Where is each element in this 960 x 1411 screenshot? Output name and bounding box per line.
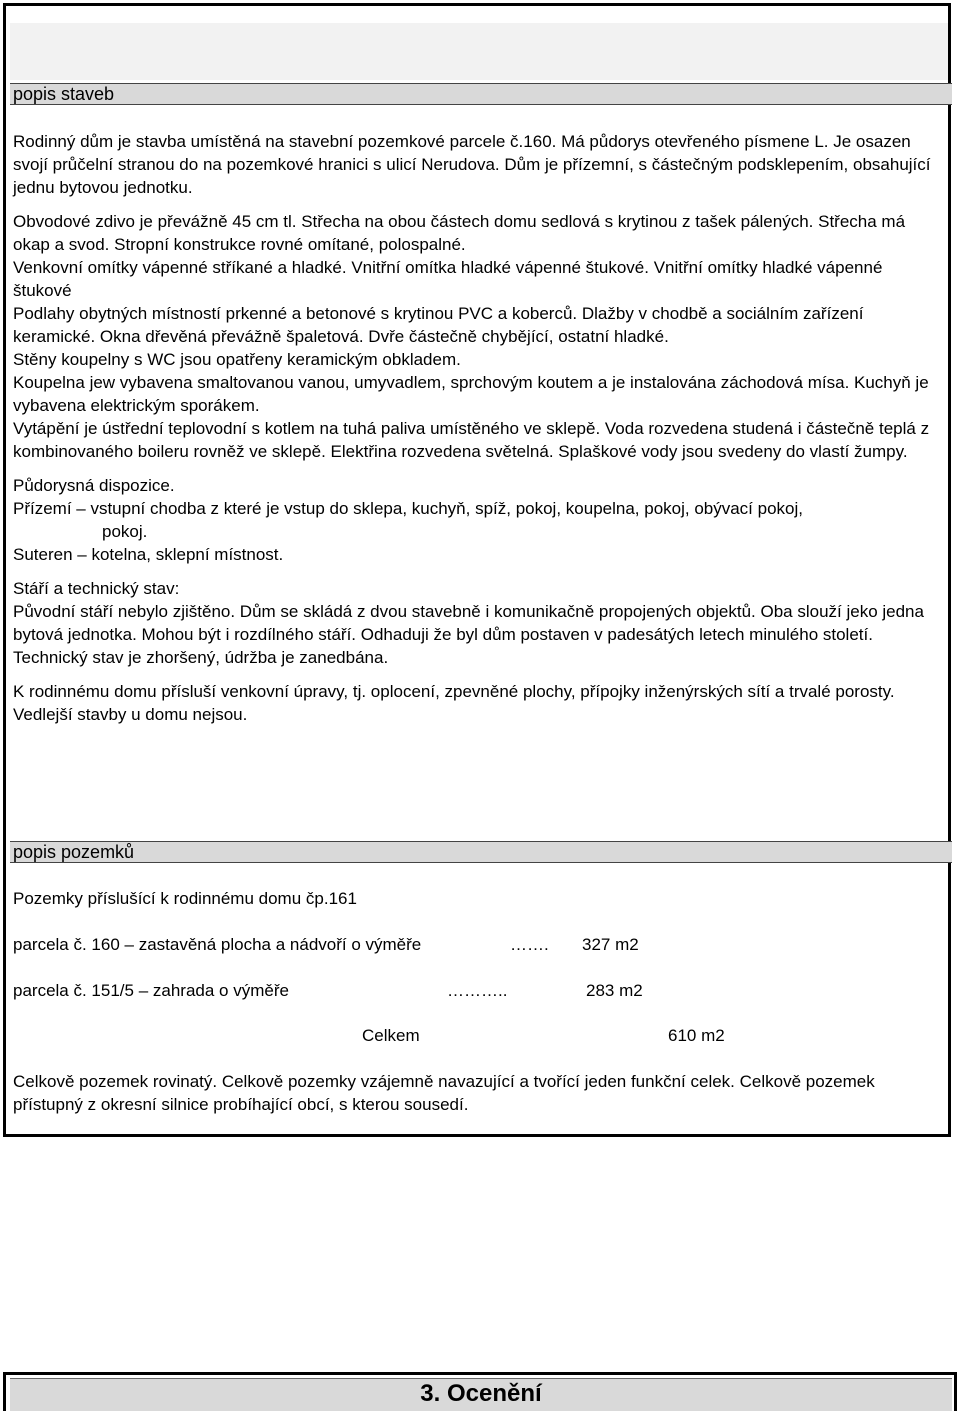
technical-state: Technický stav je zhoršený, údržba je zanedbána.: [13, 648, 389, 667]
parcel-row-label: parcela č. 160 – zastavěná plocha a nádvoří o výměře: [13, 935, 422, 954]
bathroom-walls-paragraph: Stěny koupelny s WC jsou opatřeny keramickým obkladem.: [13, 350, 461, 369]
construction-paragraph: Obvodové zdivo je převážně 45 cm tl. Střecha na obou částech domu sedlová s krytinou z tašek pálených. Střecha má okap a svod. Stropní konstrukce rovné omítané, polospalné.: [13, 212, 906, 254]
land-summary: Celkově pozemek rovinatý. Celkově pozemky vzájemně navazující a tvořící jeden funkční celek. Celkově pozemek přístupný z okresní silnice probíhající obcí, s kterou sousedí.: [13, 1072, 875, 1114]
top-blank-row: [10, 23, 948, 80]
parcel-row-dots: ………..: [447, 981, 508, 1000]
layout-ground-floor: Přízemí – vstupní chodba z které je vstup do sklepa, kuchyň, spíž, pokoj, koupelna, pokoj, obývací pokoj,: [13, 499, 803, 518]
section-header-land: popis pozemků: [10, 841, 952, 863]
accessories-paragraph: K rodinnému domu přísluší venkovní úpravy, tj. oplocení, zpevněné plochy, přípojky inženýrských sítí a trvalé porosty. Vedlejší stavby u domu nejsou.: [13, 682, 895, 724]
heating-paragraph: Vytápění je ústřední teplovodní s kotlem na tuhá paliva umístěného ve sklepě. Voda rozvedena studená i částečně teplá z kombinovaného boileru rovněž ve sklepě. Elektřina rozvedena světelná. Splaškové vody jsou svedeny do vlastí žumpy.: [13, 419, 930, 461]
parcel-row-area: 283 m2: [586, 981, 643, 1000]
age-paragraph: Původní stáří nebylo zjištěno. Dům se skládá z dvou stavebně i komunikačně propojených objektů. Oba slouží jeko jedna bytová jednotka. Mohou být i rozdílného stáří. Odhaduji že byl dům postaven v padesátých letech minulého století.: [13, 602, 924, 644]
floors-paragraph: Podlahy obytných místností prkenné a betonové s krytinou PVC a koberců. Dlažby v chodbě a sociálním zařízení keramické. Okna dřevěná převážně špaletová. Dvře částečně chybějící, ostatní hladké.: [13, 304, 864, 346]
layout-basement: Suteren – kotelna, sklepní místnost.: [13, 545, 284, 564]
parcel-row-dots: …….: [510, 935, 549, 954]
total-label: Celkem: [362, 1026, 420, 1045]
plaster-paragraph: Venkovní omítky vápenné stříkané a hladké. Vnitřní omítka hladké vápenné štukové. Vnitřní omítky hladké vápenné štukové: [13, 258, 883, 300]
bathroom-equipment-paragraph: Koupelna jew vybavena smaltovanou vanou, umyvadlem, sprchovým koutem a je instalována záchodová mísa. Kuchyň je vybavena elektrickým sporákem.: [13, 373, 929, 415]
age-title: Stáří a technický stav:: [13, 579, 180, 598]
parcel-row-label: parcela č. 151/5 – zahrada o výměře: [13, 981, 289, 1000]
section-header-buildings: popis staveb: [10, 83, 952, 105]
layout-title: Půdorysná dispozice.: [13, 476, 175, 495]
total-value: 610 m2: [668, 1026, 725, 1045]
buildings-description: [13, 130, 945, 726]
parcel-row-area: 327 m2: [582, 935, 639, 954]
intro-paragraph: Rodinný dům je stavba umístěná na stavební pozemkové parcele č.160. Má půdorys otevřeného písmene L. Je osazen svojí průčelní stranou do na pozemkové hranici s ulicí Nerudova. Dům je přízemní, s částečným podsklepením, obsahující jednu bytovou jednotku.: [13, 132, 931, 197]
layout-ground-floor-cont: pokoj.: [102, 522, 148, 541]
land-intro: Pozemky příslušící k rodinnému domu čp.161: [13, 889, 357, 908]
next-section-title: 3. Ocenění: [420, 1380, 542, 1407]
